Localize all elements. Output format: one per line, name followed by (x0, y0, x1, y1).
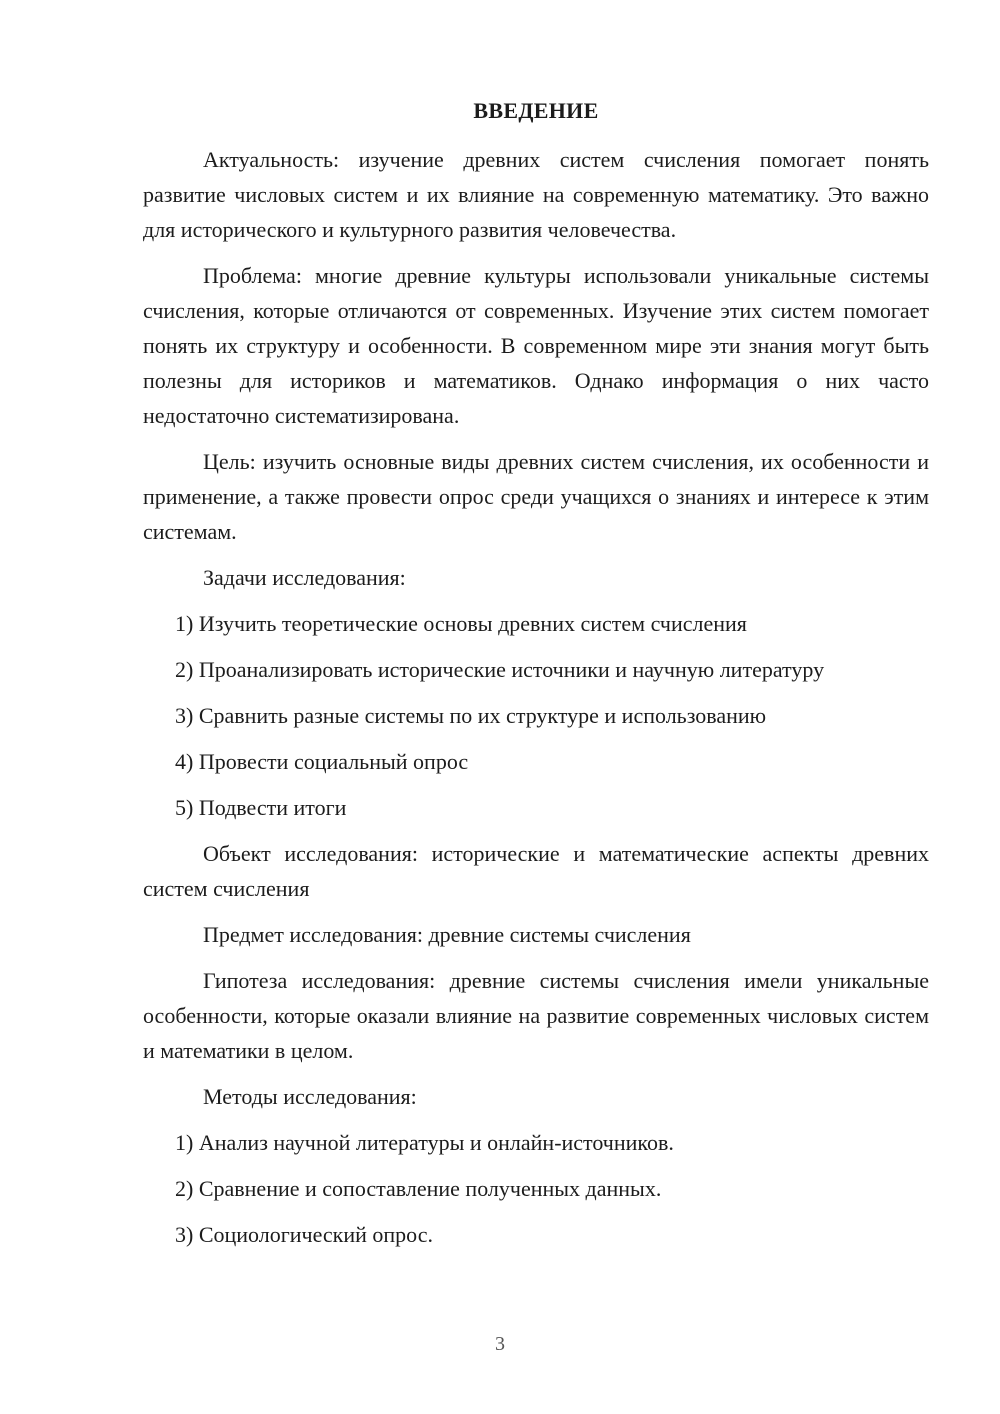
hypothesis-paragraph: Гипотеза исследования: древние системы счисления имели уникальные особенности, которые оказали влияние на развитие современных числовых систем и математики в целом. (143, 968, 929, 1063)
problem-paragraph: Проблема: многие древние культуры использовали уникальные системы счисления, которые отличаются от современных. Изучение этих систем помогает понять их структуру и особенности. В современном мире эти знания могут быть полезны для историков и математиков. Однако информация о них часто недостаточно систематизирована. (143, 263, 929, 428)
tasks-list (143, 606, 929, 825)
object-paragraph: Объект исследования: исторические и математические аспекты древних систем счисления (143, 841, 929, 901)
list-item: 5) Подвести итоги (175, 795, 347, 820)
methods-list (143, 1125, 929, 1252)
methods-heading: Методы исследования: (203, 1084, 417, 1109)
list-item: 1) Изучить теоретические основы древних систем счисления (175, 611, 747, 636)
tasks-heading: Задачи исследования: (203, 565, 406, 590)
page-number: 3 (495, 1333, 505, 1355)
list-item: 1) Анализ научной литературы и онлайн-источников. (175, 1130, 674, 1155)
goal-paragraph: Цель: изучить основные виды древних систем счисления, их особенности и применение, а также провести опрос среди учащихся о знаниях и интересе к этим системам. (143, 449, 929, 544)
list-item: 3) Социологический опрос. (175, 1222, 433, 1247)
subject-paragraph: Предмет исследования: древние системы счисления (203, 922, 691, 947)
list-item: 4) Провести социальный опрос (175, 749, 469, 774)
list-item: 3) Сравнить разные системы по их структуре и использованию (175, 703, 767, 728)
page-title: ВВЕДЕНИЕ (473, 98, 599, 123)
list-item: 2) Сравнение и сопоставление полученных данных. (175, 1176, 662, 1201)
document-page (143, 96, 929, 1263)
relevance-paragraph: Актуальность: изучение древних систем счисления помогает понять развитие числовых систем и их влияние на современную математику. Это важно для исторического и культурного развития человечества. (143, 147, 929, 242)
list-item: 2) Проанализировать исторические источники и научную литературу (175, 657, 825, 682)
